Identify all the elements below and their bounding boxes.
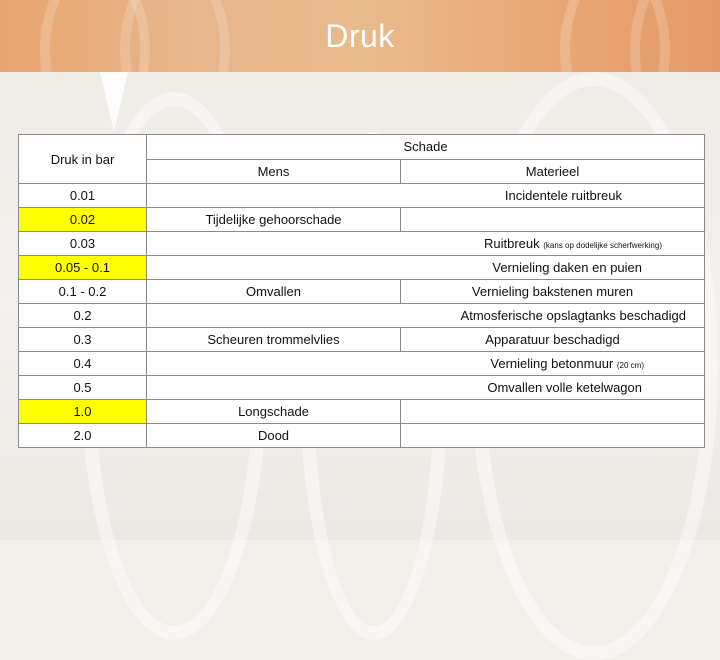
- materieel-text: Ruitbreuk: [484, 236, 540, 251]
- materieel-note: (kans op dodelijke scherfwerking): [543, 241, 662, 250]
- materieel-cell: Vernieling bakstenen muren: [401, 280, 705, 304]
- table-row: [19, 232, 705, 256]
- materieel-cell: [401, 400, 705, 424]
- druk-cell: 0.05 - 0.1: [19, 256, 147, 280]
- column-header-schade: Schade: [147, 135, 705, 160]
- table-row: [19, 208, 705, 232]
- table-row: [19, 304, 705, 328]
- mens-cell: Dood: [147, 424, 401, 448]
- materieel-cell: [401, 208, 705, 232]
- materieel-note: (20 cm): [616, 361, 644, 370]
- materieel-cell: Apparatuur beschadigd: [401, 328, 705, 352]
- druk-cell: 0.1 - 0.2: [19, 280, 147, 304]
- column-header-druk: Druk in bar: [19, 135, 147, 184]
- table-row: [19, 424, 705, 448]
- mens-cell: Scheuren trommelvlies: [147, 328, 401, 352]
- table-row: [19, 400, 705, 424]
- materieel-cell: [147, 256, 705, 280]
- materieel-text: Omvallen volle ketelwagon: [487, 380, 642, 395]
- druk-cell: 0.2: [19, 304, 147, 328]
- slide-header: [0, 0, 720, 72]
- table-row: [19, 328, 705, 352]
- materieel-text: Vernieling betonmuur: [490, 356, 614, 371]
- materieel-cell: [401, 424, 705, 448]
- mens-cell: Tijdelijke gehoorschade: [147, 208, 401, 232]
- druk-cell: 0.5: [19, 376, 147, 400]
- druk-cell: 0.01: [19, 184, 147, 208]
- table-row: [19, 256, 705, 280]
- materieel-cell: [147, 304, 705, 328]
- table-row: [19, 280, 705, 304]
- slide-decoration-triangle: [100, 72, 128, 132]
- materieel-text: Vernieling daken en puien: [492, 260, 642, 275]
- druk-cell: 0.02: [19, 208, 147, 232]
- materieel-text: Atmosferische opslagtanks beschadigd: [460, 308, 686, 323]
- materieel-cell: [147, 232, 705, 256]
- column-header-materieel: Materieel: [401, 159, 705, 184]
- column-header-mens: Mens: [147, 159, 401, 184]
- table-row: [19, 184, 705, 208]
- slide-title: Druk: [325, 18, 395, 54]
- druk-cell: 0.03: [19, 232, 147, 256]
- materieel-cell: [147, 376, 705, 400]
- materieel-cell: [147, 184, 705, 208]
- mens-cell: Longschade: [147, 400, 401, 424]
- pressure-damage-table: [18, 134, 705, 448]
- mens-cell: Omvallen: [147, 280, 401, 304]
- table-row: [19, 352, 705, 376]
- table-row: [19, 376, 705, 400]
- druk-cell: 2.0: [19, 424, 147, 448]
- materieel-cell: [147, 352, 705, 376]
- table-header-row: [19, 135, 705, 160]
- druk-cell: 0.3: [19, 328, 147, 352]
- materieel-text: Incidentele ruitbreuk: [504, 188, 622, 203]
- druk-cell: 0.4: [19, 352, 147, 376]
- druk-cell: 1.0: [19, 400, 147, 424]
